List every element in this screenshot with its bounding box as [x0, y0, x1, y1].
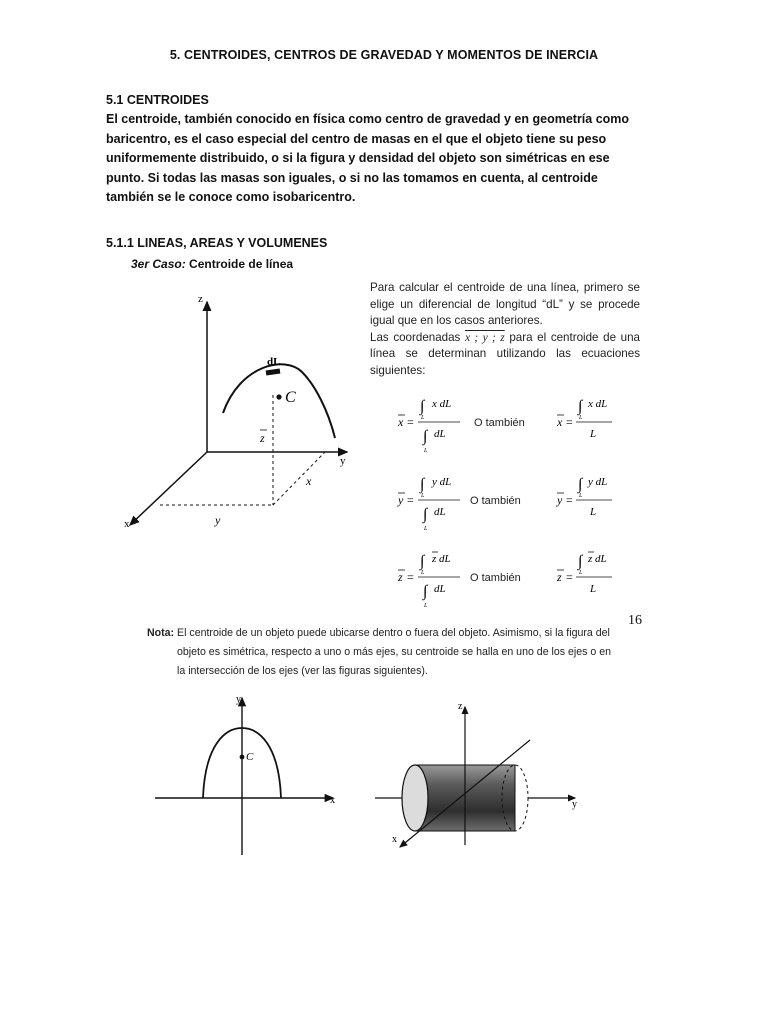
eq-alt-den: L: [590, 428, 597, 440]
x-axis: [130, 452, 207, 525]
eq-num: x dL: [432, 398, 452, 410]
eq-sub: L: [424, 448, 428, 454]
equation-row-x: [397, 398, 612, 454]
svg-text:=: =: [566, 415, 573, 429]
eq-var: z: [557, 570, 562, 584]
eq-sub: L: [421, 493, 425, 499]
page-number: 16: [628, 613, 642, 628]
x-dim-label: x: [306, 474, 312, 488]
eq-var: y: [398, 493, 404, 507]
z-axis-label: z: [198, 293, 203, 305]
case-label: 3er Caso:: [131, 257, 186, 271]
page-title: 5. CENTROIDES, CENTROS DE GRAVEDAD Y MOMENTOS DE INERCIA: [169, 48, 599, 62]
note-text: El centroide de un objeto puede ubicarse dentro o fuera del objeto. Asimismo, si la figura del objeto es simétrica, respecto a uno o más ejes, su centroide se halla en uno de los ejes o en la intersección de los ejes (ver las figuras siguientes).: [177, 627, 612, 677]
x-axis-label: x: [330, 795, 335, 806]
eq-also: O también: [470, 572, 521, 584]
svg-text:=: =: [407, 570, 414, 584]
coords-tail: para el centroide de una línea se determinan utilizando las ecuaciones siguientes:: [370, 330, 640, 377]
explanation-text: [370, 280, 640, 379]
svg-text:∫: ∫: [423, 506, 428, 523]
svg-text:∫: ∫: [420, 476, 425, 493]
cylinder-end: [402, 765, 428, 831]
line-centroid-diagram: [110, 280, 370, 540]
eq-sub: L: [579, 570, 583, 576]
eq-alt-den: L: [590, 506, 597, 518]
y-dim-label: y: [215, 513, 221, 527]
eq-var: x: [557, 415, 563, 429]
projection-x: [273, 452, 325, 505]
svg-text:=: =: [566, 570, 573, 584]
svg-text:∫: ∫: [420, 398, 425, 415]
svg-text:∫: ∫: [423, 583, 428, 600]
section-paragraph: El centroide, también conocido en física como centro de gravedad y en geometría como baricentro, es el caso especial del centro de masas en el que el objeto tiene su peso uniformemente distribuido, o si la figura y densidad del objeto son simétricas en ese punto. Si todas las masas son iguales, o si no las tomamos en cuenta, al centroide también se le conoce como isobaricentro.: [106, 112, 630, 204]
eq-den: dL: [434, 583, 446, 595]
eq-alt-num: z dL: [588, 553, 607, 565]
eq-num: y dL: [432, 476, 452, 488]
svg-text:=: =: [407, 415, 414, 429]
svg-text:∫: ∫: [578, 553, 583, 570]
eq-var: y: [557, 493, 563, 507]
svg-text:=: =: [566, 493, 573, 507]
curve-line: [223, 364, 335, 438]
case-title: [131, 257, 293, 271]
explanation-line1: Para calcular el centroide de una línea, primero se elige un diferencial de longitud “dL” y se procede igual que en los casos anteriores.: [370, 281, 640, 327]
svg-text:=: =: [407, 493, 414, 507]
eq-also: O también: [474, 417, 525, 429]
eq-den: dL: [434, 428, 446, 440]
note: [147, 624, 613, 681]
eq-sub: L: [421, 570, 425, 576]
case-name: Centroide de línea: [185, 257, 294, 271]
eq-sub: L: [424, 526, 428, 532]
y-axis-label: y: [572, 799, 577, 810]
eq-also: O también: [470, 495, 521, 507]
svg-text:∫: ∫: [578, 398, 583, 415]
dl-segment: [266, 371, 280, 373]
coords-lead: Las coordenadas: [370, 330, 461, 344]
c-label: C: [285, 389, 296, 406]
cylinder-diagram: [370, 695, 590, 855]
z-axis-label: z: [458, 701, 463, 712]
eq-sub: L: [421, 415, 425, 421]
svg-text:∫: ∫: [420, 553, 425, 570]
y-axis-label: y: [236, 694, 241, 705]
eq-var: x: [398, 415, 404, 429]
equations-block: [390, 385, 630, 615]
equation-row-z: [397, 552, 612, 609]
eq-alt-num: x dL: [588, 398, 608, 410]
eq-den: dL: [434, 506, 446, 518]
eq-num: z dL: [432, 553, 451, 565]
eq-sub: L: [424, 603, 428, 609]
arch-diagram: [150, 690, 350, 860]
y-axis-label: y: [340, 455, 346, 467]
c-label: C: [246, 751, 254, 763]
eq-sub: L: [579, 493, 583, 499]
section-heading: 5.1 CENTROIDES: [106, 93, 209, 107]
note-label: Nota:: [147, 627, 175, 639]
zbar-label: z: [260, 431, 265, 445]
svg-text:∫: ∫: [423, 428, 428, 445]
dl-label: dL: [267, 356, 281, 368]
x-axis-label: x: [124, 518, 130, 530]
eq-sub: L: [579, 415, 583, 421]
equation-row-y: [397, 476, 612, 532]
coords-symbols: x ; y ; z: [464, 330, 505, 344]
explanation-line2: [370, 330, 640, 380]
svg-text:∫: ∫: [578, 476, 583, 493]
centroid-point: [276, 394, 281, 399]
eq-var: z: [398, 570, 403, 584]
eq-alt-num: y dL: [588, 476, 608, 488]
centroid-point: [240, 755, 245, 760]
subsection-heading: 5.1.1 LINEAS, AREAS Y VOLUMENES: [106, 236, 328, 250]
eq-alt-den: L: [590, 583, 597, 595]
x-axis-label: x: [392, 834, 397, 845]
